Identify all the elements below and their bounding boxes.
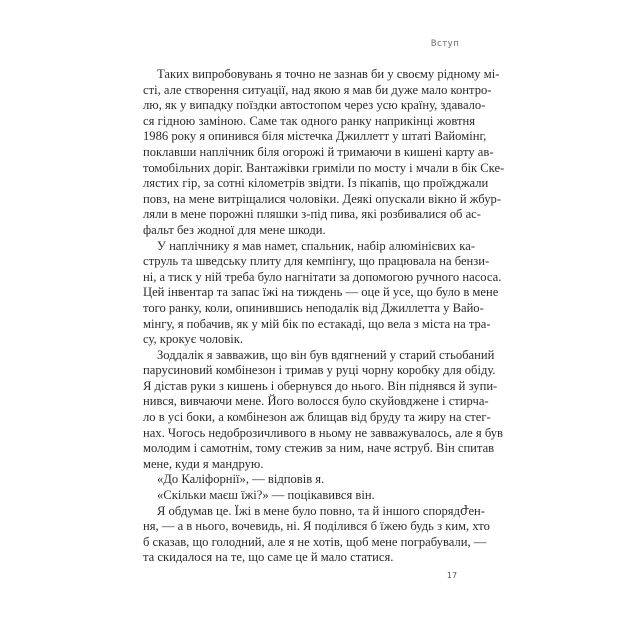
text-line: лю, як у випадку поїздки автостопом через усю країну, здавало- bbox=[143, 98, 486, 113]
text-line: струль та шведську плиту для кемпінгу, що працювала на бензи- bbox=[143, 254, 490, 269]
text-line: «До Каліфорнії», — відповів я. bbox=[157, 472, 325, 487]
text-line: Я дістав руки з кишень і обернувся до нього. Він піднявся й зупи- bbox=[143, 378, 498, 393]
text-line: ні, а тиск у ній треба було нагнітати за допомогою ручного насоса. bbox=[143, 269, 502, 284]
text-line: У наплічнику я мав намет, спальник, набір алюмінієвих ка- bbox=[157, 238, 476, 253]
text-line: молодим і самотнім, тому стежив за ним, наче яструб. Він спитав bbox=[143, 441, 495, 456]
text-line: фальт без жодної для мене шкоди. bbox=[143, 222, 326, 237]
text-line: повз, на мене витріщалися чоловіки. Деякі опускали вікно й жбур- bbox=[143, 191, 502, 206]
paragraph-1 bbox=[143, 67, 505, 239]
text-line: мінгу, я побачив, як у мій бік по естакаді, що вела з міста на тра- bbox=[143, 316, 491, 331]
paragraph-6 bbox=[143, 503, 490, 566]
body-text bbox=[143, 67, 505, 566]
text-line: Цей інвентар та запас їжі на тиждень — оце й усе, що було в мене bbox=[143, 285, 499, 300]
text-line: Зоддалік я завважив, що він був вдягнений у старий стьобаний bbox=[157, 347, 495, 362]
text-line: поклавши наплічник біля огорожі й тримаючи в кишені карту ав- bbox=[143, 144, 494, 159]
text-line: сті, але створення ситуації, над якою я мав би дуже мало контро- bbox=[143, 82, 492, 97]
text-line: 1986 року я опинився біля містечка Джиллетт у штаті Вайомінг, bbox=[143, 129, 487, 144]
running-head: Вступ bbox=[430, 39, 460, 49]
paragraph-4 bbox=[143, 472, 475, 488]
text-line: нах. Чогось недоброзичливого в ньому не завважувалось, але я був bbox=[143, 425, 503, 440]
text-line: ня, — а в нього, вочевидь, ні. Я поділився б їжею будь з ким, хто bbox=[143, 519, 490, 534]
text-line: ляли в мене порожні пляшки з-під пива, які розбивалися об ас- bbox=[143, 207, 481, 222]
text-line: су, крокує чоловік. bbox=[143, 332, 244, 347]
text-line: Таких випробовувань я точно не зазнав би у своєму рідному мі- bbox=[157, 67, 500, 81]
page-number: 17 bbox=[446, 571, 458, 580]
text-line: мене, куди я мандрую. bbox=[143, 456, 264, 471]
text-line: нився, вивчаючи мене. Його волосся було скуйовджене і стирча- bbox=[143, 394, 489, 409]
paragraph-3 bbox=[143, 347, 503, 473]
text-line: ся гідною заміною. Саме так одного ранку наприкінці жовтня bbox=[143, 113, 475, 128]
text-line: лястих гір, за сотні кілометрів звідти. Із пікапів, що проїжджали bbox=[143, 176, 489, 191]
text-line: «Скільки маєш їжі?» — поцікавився він. bbox=[157, 488, 375, 503]
text-line: того ранку, коли, опинившись неподалік від Джиллетта у Вайо- bbox=[143, 300, 484, 315]
paragraph-2 bbox=[143, 238, 502, 348]
text-line: б сказав, що голодний, але я не хотів, щоб мене пограбували, — bbox=[143, 534, 487, 549]
paragraph-5 bbox=[143, 488, 475, 504]
text-line: та скидалося на те, що саме це й мало статися. bbox=[143, 550, 394, 565]
text-line: томобільних доріг. Вантажівки гриміли по мосту і мчали в бік Ске- bbox=[143, 160, 505, 175]
text-line: парусиновий комбінезон і тримав у руці чорну коробку для обіду. bbox=[143, 363, 496, 378]
text-line: Я обдумав це. Їжі в мене було повно, та й іншого спорядժен- bbox=[157, 503, 485, 518]
text-line: ло в усі боки, а комбінезон аж блищав від бруду та жиру на стег- bbox=[143, 410, 491, 425]
